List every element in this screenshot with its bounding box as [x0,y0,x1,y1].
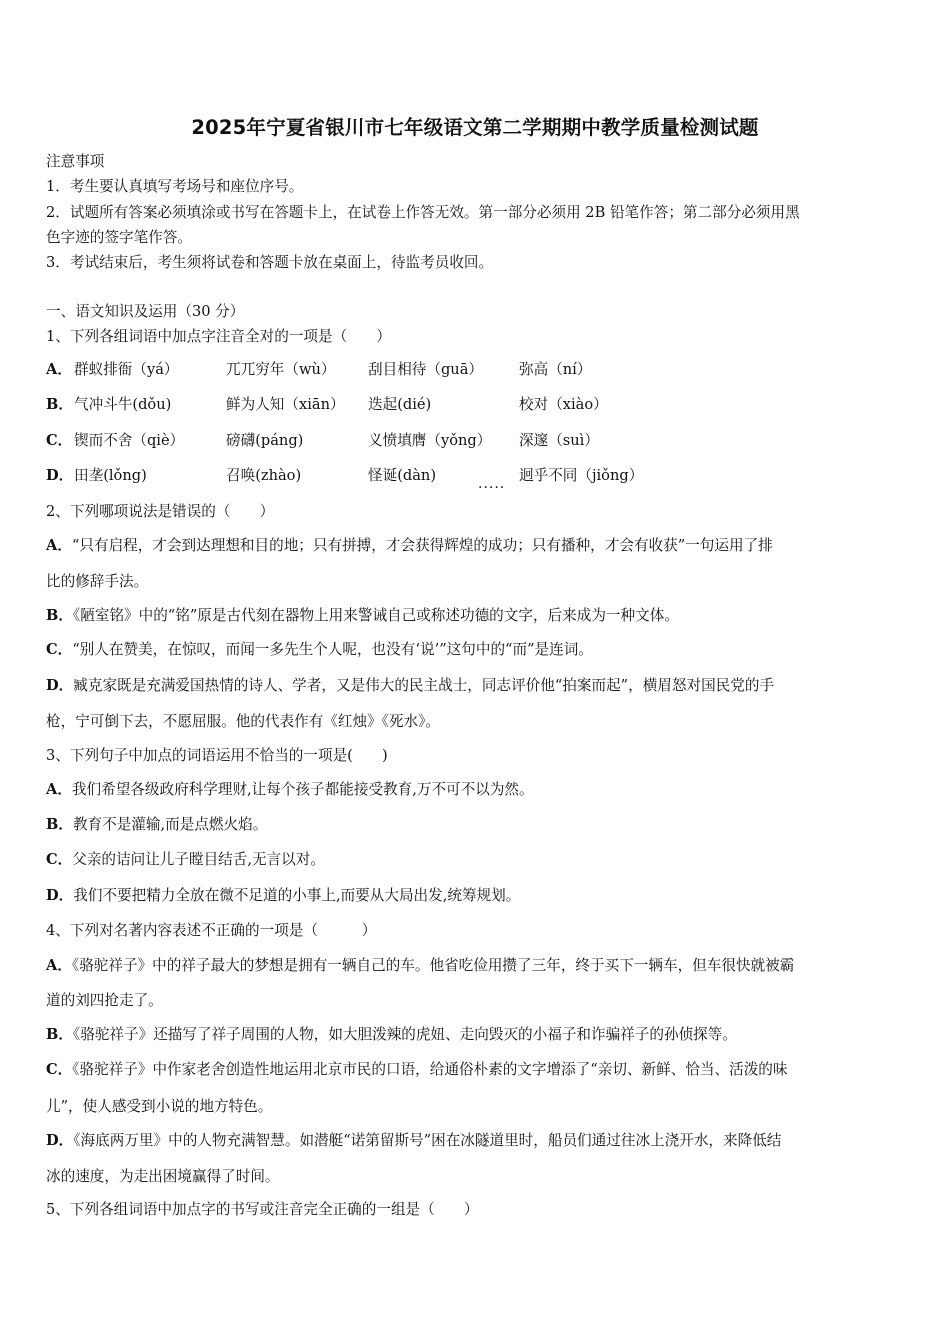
question-4-stem: 4、下列对名著内容表述不正确的一项是（ ） [46,922,377,939]
option-label: D． [46,887,74,904]
option-word: 磅礴(páng) [226,432,304,449]
option-text: 我们希望各级政府科学理财,让每个孩子都能接受教育,万不可不以为然。 [71,781,534,798]
option-text: 教育不是灌输,而是点燃火焰。 [72,816,268,833]
option-text: “只有启程，才会到达理想和目的地；只有拼搏，才会获得辉煌的成功；只有播种，才会有收获”一句运用了排 [71,537,773,554]
option-label: D． [46,1132,74,1149]
option-label: D． [46,467,74,484]
option-text: 父亲的诘问让儿子瞠目结舌,无言以对。 [72,851,325,868]
option-word: 锲而不舍（qiè） [74,432,185,449]
option-label: B． [46,607,73,624]
q3-option-a [46,780,534,800]
q4-option-c [46,1060,787,1080]
option-label: B． [46,816,73,833]
option-text: 《骆驼祥子》中作家老舍创造性地运用北京市民的口语，给通俗朴素的文字增添了“亲切、新鲜、恰当、活泼的味 [72,1061,788,1078]
option-label: A． [46,361,72,378]
option-label: C． [46,1061,73,1078]
q2-option-d-cont: 枪，宁可倒下去，不愿屈服。他的代表作有《红烛》《死水》。 [46,713,441,730]
q2-option-a [46,536,773,556]
option-text: 我们不要把精力全放在微不足道的小事上,而要从大局出发,统筹规划。 [73,887,521,904]
q3-option-b [46,815,267,835]
option-label: B． [46,1026,73,1043]
section-heading: 一、语文知识及运用（30 分） [46,303,245,320]
option-word: 义愤填膺（yǒng） [368,432,492,449]
option-word: 深邃（suì） [519,432,599,449]
option-text: 《陋室铭》中的“铭”原是古代刻在器物上用来警诫自己或称述功德的文字，后来成为一种文体。 [72,607,679,624]
q4-option-a [46,956,794,976]
option-word: 迭起(dié) [368,396,432,413]
question-1-stem: 1、下列各组词语中加点字注音全对的一项是（ ） [46,328,391,345]
notice-item: 1．考生要认真填写考场号和座位序号。 [46,178,304,195]
question-5-stem: 5、下列各组词语中加点字的书写或注音完全正确的一组是（ ） [46,1201,479,1218]
option-label: A． [46,781,72,798]
page-title: 2025年宁夏省银川市七年级语文第二学期期中教学质量检测试题 [191,116,759,139]
option-label: C． [46,641,73,658]
q3-option-c [46,850,325,870]
option-word: 校对（xiào） [519,396,608,413]
q2-option-a-cont: 比的修辞手法。 [46,573,149,590]
option-text: 臧克家既是充满爱国热情的诗人、学者，又是伟大的民主战士，同志评价他“拍案而起”，横眉怒对国民党的手 [73,677,775,694]
option-word: 怪诞(dàn) [368,467,437,484]
option-word: 刮目相待（guā） [368,361,484,378]
option-word: 兀兀穷年（wù） [226,361,336,378]
q4-option-d-cont: 冰的速度，为走出困境赢得了时间。 [46,1168,280,1185]
q4-option-a-cont: 道的刘四抢走了。 [46,992,163,1009]
option-text: 《骆驼祥子》还描写了祥子周围的人物，如大胆泼辣的虎妞、走向毁灭的小福子和诈骗祥子的孙侦探等。 [72,1026,737,1043]
option-label: A． [46,537,72,554]
option-label: C． [46,432,73,449]
option-word: 气冲斗牛(dǒu) [74,396,172,413]
emphasis-dots: ..... [478,476,506,492]
option-label: D． [46,677,74,694]
q2-option-c [46,640,593,660]
option-word: 群蚁排衙（yá） [74,361,179,378]
notice-item: 2．试题所有答案必须填涂或书写在答题卡上，在试卷上作答无效。第一部分必须用 2B 铅笔作答；第二部分必须用黑 [46,204,800,221]
option-text: 《骆驼祥子》中的祥子最大的梦想是拥有一辆自己的车。他省吃俭用攒了三年，终于买下一辆车，但车很快就被霸 [71,957,795,974]
option-word: 弥高（ní） [519,361,592,378]
option-word: 鲜为人知（xiān） [226,396,345,413]
q4-option-d [46,1131,781,1151]
option-text: “别人在赞美，在惊叹，而闻一多先生个人呢，也没有‘说’”这句中的“而”是连词。 [72,641,593,658]
option-word: 召唤(zhào) [226,467,302,484]
option-label: B． [46,396,73,413]
question-2-stem: 2、下列哪项说法是错误的（ ） [46,503,275,520]
option-word: 田垄(lǒng) [74,467,147,484]
q4-option-b [46,1025,737,1045]
question-3-stem: 3、下列句子中加点的词语运用不恰当的一项是( ) [46,747,388,764]
q4-option-c-cont: 儿”，使人感受到小说的地方特色。 [46,1098,273,1115]
q3-option-d [46,886,520,906]
option-text: 《海底两万里》中的人物充满智慧。如潜艇“诺第留斯号”困在冰隧道里时，船员们通过往冰上浇开水，来降低结 [73,1132,782,1149]
notice-item: 色字迹的签字笔作答。 [46,229,192,246]
option-word: 迥乎不同（jiǒng） [519,467,644,484]
notice-heading: 注意事项 [46,153,105,170]
q2-option-d [46,676,774,696]
option-label: C． [46,851,73,868]
option-label: A． [46,957,72,974]
notice-item: 3．考试结束后，考生须将试卷和答题卡放在桌面上，待监考员收回。 [46,254,494,271]
q2-option-b [46,606,679,626]
